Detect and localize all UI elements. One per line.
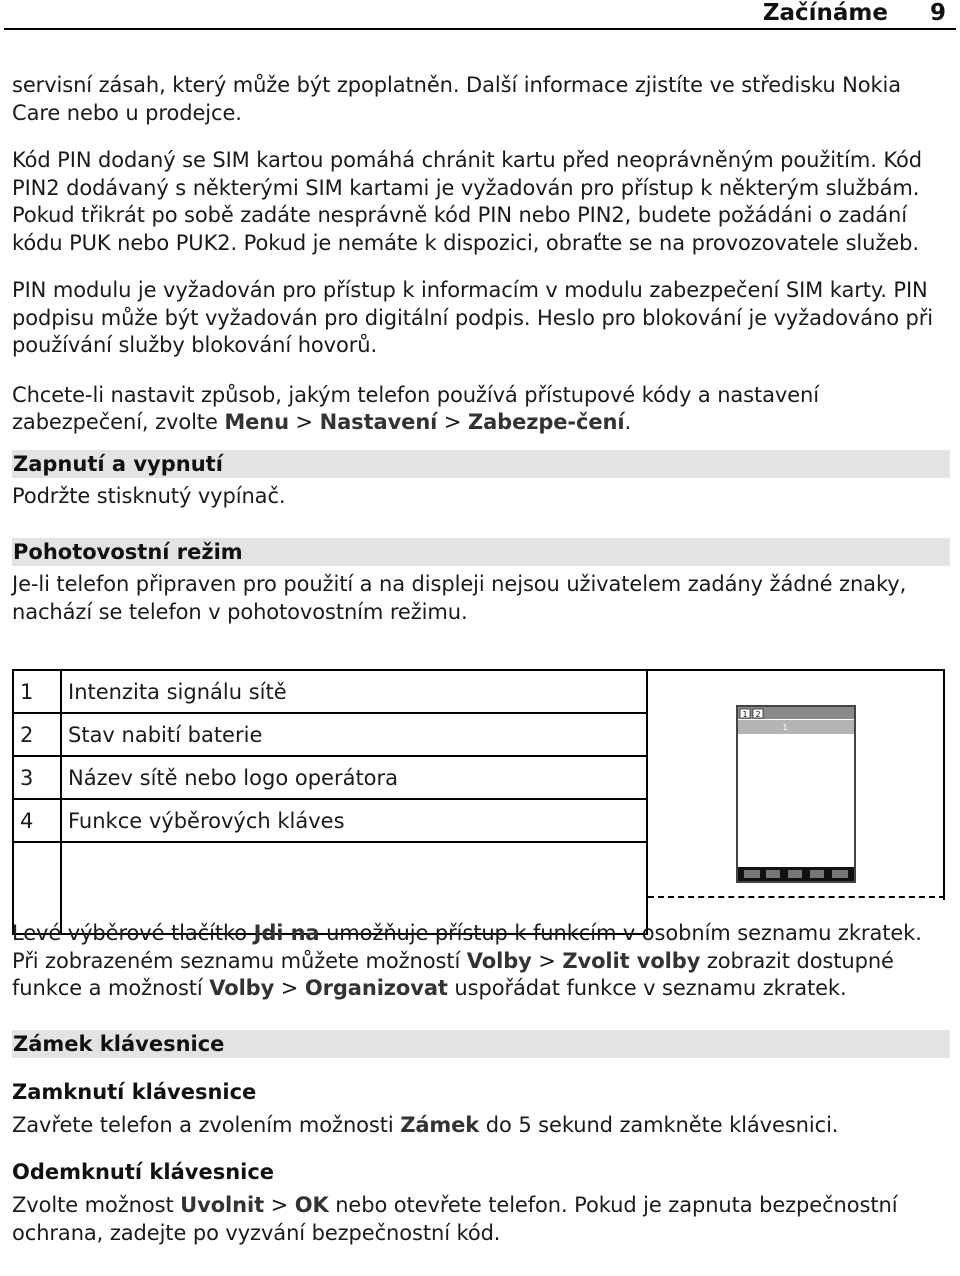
legend-row [13,713,647,756]
text: Levé výběrové tlačítko [12,921,254,945]
lock-link: Zámek [400,1112,480,1137]
power-text: Podržte stisknutý vypínač. [12,483,286,508]
legend-number: 1 [13,670,61,713]
legend-label: Název sítě nebo logo operátora [61,756,647,799]
standby-text: Je-li telefon připraven pro použití a na displeji nejsou uživatelem zadány žádné znaky, nachází se telefon v pohotovostním režimu. [12,572,907,624]
softkey-mid-c [810,870,824,878]
menu-link: Menu [224,410,289,434]
text: nebo otevřete telefon. Pokud je zapnuta bezpečnostní ochrana, zadejte po vyzvání bezpečnostní kód. [12,1193,898,1245]
separator: > [437,410,468,434]
paragraph-pin-module: PIN modulu je vyžadován pro přístup k informacím v modulu zabezpečení SIM karty. PIN podpisu může být vyžadován pro digitální podpis. Heslo pro blokování je vyžadováno při používání služby blokování hovorů. [12,278,934,357]
callout-2: 2 [755,710,761,719]
legend-label: Stav nabití baterie [61,713,647,756]
text: Zvolte možnost [12,1193,181,1217]
chapter-title: Začínáme [762,0,888,26]
options-link: Volby [209,976,275,1000]
figure-dashed-border [648,896,945,898]
softkey-left [744,870,760,878]
legend-number: 4 [13,799,61,842]
release-link: Uvolnit [180,1193,265,1217]
callout-3: 1 [782,723,788,732]
text: uspořádat funkce v seznamu zkratek. [447,976,847,1000]
legend-label: Intenzita signálu sítě [61,670,647,713]
operator-bar [738,720,854,734]
text: zobrazit dostupné funkce a možností [12,948,894,1000]
softkey-mid-b [788,870,802,878]
page-content [12,72,950,626]
paragraph-security-settings [12,382,950,437]
softkey-right [832,870,848,878]
section-heading-standby: Pohotovostní režim [12,538,950,566]
legend-row [13,670,647,713]
phone-display-illustration [736,705,856,883]
callout-1: 1 [742,710,748,719]
text: Chcete-li nastavit způsob, jakým telefon používá přístupové kódy a nastavení zabezpečení, zvolte [12,382,820,434]
subheading-unlock: Odemknutí klávesnice [12,1160,275,1184]
legend-row [13,799,647,842]
legend-number: 3 [13,756,61,799]
security-link: Zabezpe-čení [467,410,625,434]
organize-link: Organizovat [304,976,448,1000]
text: . [624,410,632,434]
lower-content [12,920,950,1247]
ok-link: OK [294,1193,329,1217]
separator: > [274,976,305,1000]
text: Zavřete telefon a zvolením možnosti [12,1112,401,1137]
legend-number: 2 [13,713,61,756]
separator: > [531,948,563,973]
settings-link: Nastavení [319,410,438,434]
go-to-link: Jdi na [253,921,320,945]
paragraph-service: servisní zásah, který může být zpoplatněn. Další informace zjistíte ve středisku Nokia Care nebo u prodejce. [12,73,902,125]
paragraph-shortcuts [12,920,950,1003]
separator: > [288,410,320,434]
section-heading-keylock: Zámek klávesnice [12,1030,950,1058]
display-body [738,734,854,866]
softkey-mid-a [766,870,780,878]
paragraph-pin: Kód PIN dodaný se SIM kartou pomáhá chránit kartu před neoprávněným použitím. Kód PIN2 dodávaný s některými SIM kartami je vyžadován pro přístup k některým službám. Pokud třikrát po sobě zadáte nesprávně kód PIN nebo PIN2, budete požádáni o zadání kódu PUK nebo PUK2. Pokud je nemáte k dispozici, obraťte se na provozovatele služeb. [12,148,922,255]
select-options-link: Zvolit volby [562,948,701,973]
options-link: Volby [466,948,532,973]
page-number: 9 [929,0,946,26]
legend-row [13,756,647,799]
header-rule [4,28,956,30]
text: umožňuje přístup k funkcím v osobním seznamu zkratek. Při zobrazeném seznamu můžete možností [12,921,922,973]
section-heading-power: Zapnutí a vypnutí [12,450,950,478]
subheading-lock: Zamknutí klávesnice [12,1079,257,1104]
lock-text [12,1112,950,1140]
page-header [0,0,960,30]
unlock-text [12,1192,950,1247]
separator: > [264,1193,295,1217]
display-legend-table [12,669,648,935]
text: do 5 sekund zamkněte klávesnici. [479,1112,839,1137]
legend-label: Funkce výběrových kláves [61,799,647,842]
